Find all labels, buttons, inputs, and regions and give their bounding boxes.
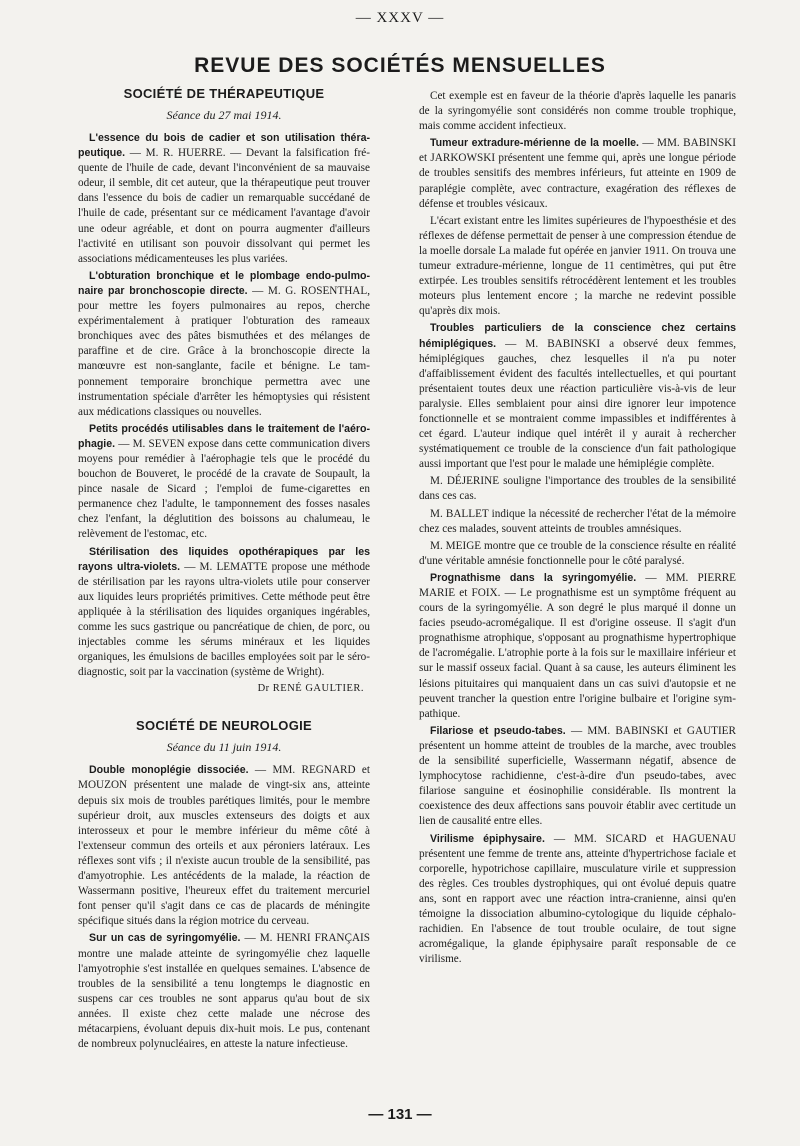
article-paragraph: [419, 474, 736, 504]
article-body: — M. R. HUERRE. — Devant la falsification fréquente de l'huile de cade, devant l'inconvénient de sa mauvaise odeur, il semble, dit cet auteur, que la thérapeutique peut trouver dans l'essence du bois de cadier un remarquable succédané de l'huile de cade, présentant sur ce médicament l'avantage d'avoir une odeur agréable, et dont on pourra augmenter d'ailleurs l'activité en utilisant son pouvoir dissolvant qui permet les associations médicamenteuses les plus variées.: [78, 147, 370, 265]
article-paragraph: [78, 763, 370, 929]
article-heading: Petits procédés utilisables dans le traitement de l'aérophagie.: [78, 422, 370, 450]
page-title: REVUE DES SOCIÉTÉS MENSUELLES: [194, 54, 606, 77]
seance-date: Séance du 27 mai 1914.: [166, 108, 282, 122]
article-paragraph: [78, 131, 370, 267]
roman-page-number: — XXXV —: [355, 10, 445, 26]
article-body: — M. HENRI FRANÇAIS montre une malade atteinte de syringomyélie chez laquelle l'amyotrophie s'est installée en quelques semaines. L'absence de troubles de la sensibilité a tenu longtemps le diagnostic en suspens car ces troubles ne sont apparus qu'au bout de six années. Il existe chez cette malade une nécrose des métacarpiens, évoluant depuis dix-huit mois. Le pus, contenant de nombreux polynucléaires, en atteste la nature infectieuse.: [78, 932, 370, 1051]
article-paragraph: [419, 832, 736, 968]
article-paragraph: [78, 269, 370, 420]
article-paragraph: [419, 724, 736, 830]
article-heading: Troubles particuliers de la conscience chez certains hémiplégiques.: [419, 322, 736, 350]
article-heading: Double monoplégie dissociée.: [89, 764, 249, 777]
article-heading: Filariose et pseudo-tabes.: [430, 724, 566, 737]
article-heading: Prognathisme dans la syringomyélie.: [430, 571, 637, 584]
article-paragraph: [419, 214, 736, 320]
right-column: [419, 89, 736, 969]
article-body: — M. SEVEN expose dans cette communication divers moyens pour remédier à l'aérophagie tels que le procédé du bouchon de Bouveret, le procédé de la cravate de Soupault, la pince nasale de Sicard ; l'emploi de fume-cigarettes en permanence chez l'adulte, le tamponnement des fosses nasales chez l'enfant, la déglutition des boissons au chalumeau, le relèvement de l'estomac, etc.: [78, 437, 370, 541]
article-body: — MM. PIERRE MARIE et FOIX. — Le prognathisme est un symptôme fréquent au cours de la syringomyélie. A son degré le plus marqué il donne un facies pseudo-acromégalique. Il est d'origine osseuse. Il s'agit d'un prognathisme atrophique, s'opposant au prognathisme hypertrophique de l'acromégalie. L'atrophie porte à la fois sur le maxillaire inférieur et sur le massif osseux facial. Quant à sa cause, les auteurs éliminent les lésions pituitaires qui manquaient dans un cas suivi d'autopsie et ne peuvent trancher la question entre l'origine bulbaire et l'origine sympathique.: [419, 571, 736, 720]
article-body: — M. BABINSKI a observé deux femmes, hémiplégiques gauches, chez lesquelles il n'a pu noter d'affaiblissement évident des facultés intellectuelles, et qui pourtant présentaient toutes deux une réaction particulière vis-à-vis de leur paralysie. Elles semblaient pour ainsi dire ignorer leur impotence fonctionnelle et se montraient comme impassibles et indifférentes à cet égard. L'auteur indique quel intérêt il y aurait à rechercher systématiquement ce trouble de la conscience d'un fait pathologique aussi important que l'est pour le malade une hémiplégie complète.: [419, 337, 736, 471]
section-spacer: [78, 702, 370, 718]
article-body: — MM. BABINSKI et GAUTIER présentent un homme atteint de troubles de la marche, avec troubles de la sensibilité superficielle, Wassermann négatif, absence de lymphocytose rachidienne, c'est-à-dire d'un pseudo-tabes, avec filariose sanguine et éosinophilie considérable. Ils montrent la coexistence des deux affections sans pouvoir établir avec certitude un lien de causalité entre elles.: [419, 724, 736, 828]
article-heading: Virilisme épiphysaire.: [430, 832, 545, 845]
article-paragraph: [419, 321, 736, 472]
article-paragraph: [419, 136, 736, 211]
page-number: — 131 —: [368, 1106, 432, 1123]
article-body: — M. G. ROSENTHAL, pour mettre les foyers pulmonaires au repos, cherche expérimentalement à pratiquer l'obturation des rameaux bronchiques avec des pâtes bismuthées et des mélanges de paraffine et de cire. Grâce à la bronchoscopie directe la manœuvre est non-sanglante, facile et bénigne. Le tamponnement temporaire bronchique permettra avec une instrumentation spéciale d'arrêter les hémoptysies qui résistent aux médications classiques ou nouvelles.: [78, 284, 370, 418]
article-body: M. BALLET indique la nécessité de rechercher l'état de la mémoire chez ces malades, souvent atteints de troubles amnésiques.: [419, 507, 736, 535]
article-heading: Tumeur extradure-mérienne de la moelle.: [430, 137, 639, 150]
article-body: L'écart existant entre les limites supérieures de l'hypoesthésie et des réflexes de défense permettait de penser à une compression étendue de la moelle dorsale La malade fut opérée en janvier 1911. On trouva une tumeur extradure-mérienne, longue de 11 centimètres, qui put être extirpée. Les troubles sensitifs rétrocédèrent lentement et les troubles moteurs plus lentement encore ; la marche ne redevint possible qu'après dix mois.: [419, 214, 736, 318]
article-heading: Sur un cas de syringomyélie.: [89, 932, 241, 945]
article-body: — MM. REGNARD et MOUZON présentent une malade de vingt-six ans, atteinte depuis six mois de troubles parétiques limités, pour le membre supérieur droit, aux muscles extenseurs des doigts et aux interosseux et pour le membre inférieur du même côté à l'extenseur commun des orteils et aux péroniers latéraux. Les réflexes sont vifs ; il n'existe aucun trouble de la sensibilité, pas d'amyotrophie. Les antécédents de la malade, la réaction de Wassermann positive, l'heureux effet du traitement mercuriel font penser qu'il s'agit dans ce cas de placards de méningite spécifique situés dans la région motrice du cerveau.: [78, 764, 370, 928]
section-title-neurologie: SOCIÉTÉ DE NEUROLOGIE: [135, 718, 313, 734]
article-heading: L'obturation bronchique et le plombage endo-pulmonaire par bronchoscopie directe.: [78, 269, 370, 297]
article-heading: Stérilisation des liquides opothérapiques par les rayons ultra-violets.: [78, 545, 370, 573]
article-body: M. MEIGE montre que ce trouble de la conscience résulte en réalité d'une véritable amnésie fonctionnelle pour le côté paralysé.: [419, 539, 736, 567]
article-paragraph: [419, 539, 736, 569]
author-signature: Dr RENÉ GAULTIER.: [257, 683, 364, 695]
left-column: [78, 86, 370, 1054]
article-body: — MM. BABINSKI et JARKOWSKI présentent une femme qui, après une longue période de troubles sensitifs des membres inférieurs, fut atteinte en 1909 de paraplégie complète, avec contracture, exagération des réflexes de défense et troubles vésicaux.: [419, 137, 736, 210]
article-body: — MM. SICARD et HAGUENAU présentent une femme de trente ans, atteinte d'hypertrichose faciale et corporelle, hypotrichose capillaire, musculature virile et suppression des règles. Ces troubles dystrophiques, qui ont évolué depuis quatre ans, sont en rapport avec une réaction intra-cranienne, ainsi qu'en témoigne la dissociation albumino-cytologique du liquide céphalo-rachidien. En l'absence de tout trouble oculaire, de tout signe acromégalique, la glande épiphysaire paraît responsable de ce virilisme.: [419, 832, 736, 966]
article-paragraph: [419, 89, 736, 134]
section-title-therapeutique: SOCIÉTÉ DE THÉRAPEUTIQUE: [123, 86, 325, 101]
article-paragraph: [78, 422, 370, 543]
article-body: M. DÉJERINE souligne l'importance des troubles de la sensibilité dans ces cas.: [419, 475, 736, 503]
article-paragraph: [419, 571, 736, 722]
article-body: — M. LEMATTE propose une méthode de stérilisation par les rayons ultra-violets utile pour conserver aux liquides leurs propriétés primitives. Cette méthode peut être appliquée à la stérilisation des liquides organiques ingérables, comme les sucs gastrique ou pancréatique de chien, de porc, ou injectables comme les sérums minéraux et les liquides organiques, les émulsions de bacilles employées soit par le séro-diagnostic, soit par la vaccination (système de Wright).: [78, 560, 370, 679]
article-paragraph: [419, 507, 736, 537]
article-heading: L'essence du bois de cadier et son utilisation thérapeutique.: [78, 132, 370, 160]
seance-date: Séance du 11 juin 1914.: [166, 740, 282, 755]
article-paragraph: [78, 931, 370, 1052]
article-paragraph: [78, 545, 370, 681]
article-body: Cet exemple est en faveur de la théorie d'après laquelle les panaris de la syringomyélie sont considérés non comme trouble trophique, mais comme accident infectieux.: [419, 90, 736, 133]
